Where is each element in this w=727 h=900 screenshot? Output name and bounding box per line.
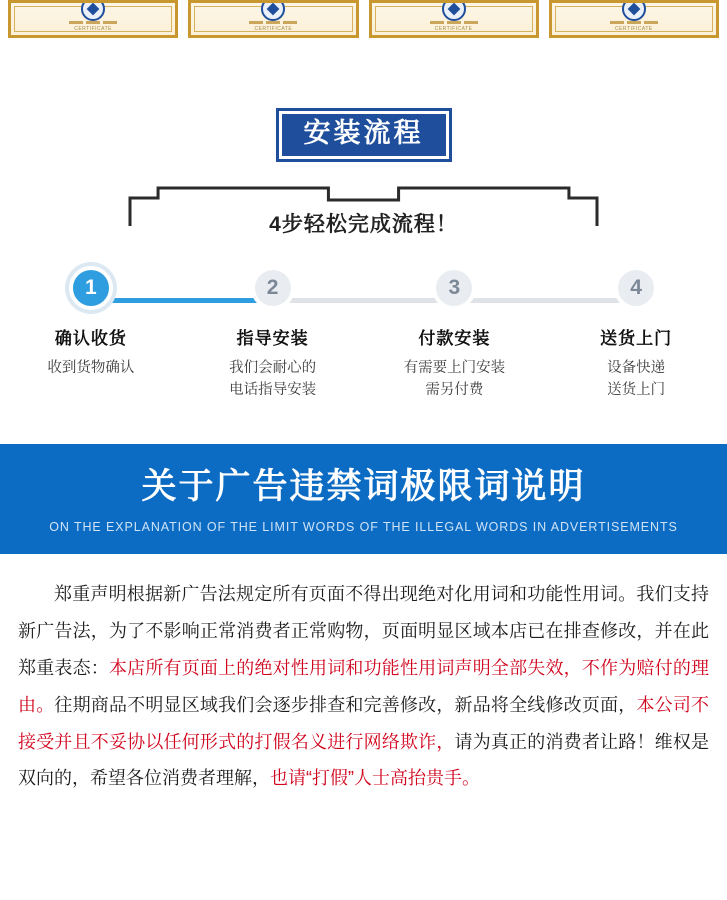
disclaimer-statement [0, 554, 727, 797]
certificate-caption: CERTIFICATE [254, 26, 293, 32]
step-description: 我们会耐心的 电话指导安装 [229, 360, 317, 399]
step-title: 指导安装 [236, 329, 309, 348]
certificate-text-lines [249, 21, 297, 24]
statement-part-3: 请为真正的消费者让路！维权是双向的，希望各位消费者理解， [18, 731, 710, 789]
seal-icon [622, 0, 646, 21]
certificate-caption: CERTIFICATE [614, 26, 653, 32]
certificate-card [188, 0, 358, 38]
install-steps [0, 266, 727, 426]
step-number-badge: 1 [69, 266, 113, 310]
seal-icon [442, 0, 466, 21]
statement-highlight-2: 本公司不接受并且不妥协以任何形式的打假名义进行网络欺诈， [18, 694, 710, 752]
step-number-badge: 4 [614, 266, 658, 310]
statement-part-1: 郑重声明根据新广告法规定所有页面不得出现绝对化用词和功能性用词。我们支持新广告法，为了不影响正常消费者正常购物，页面明显区域本店已在排查修改，并在此郑重表态： [18, 584, 709, 678]
bracket-decoration [0, 186, 727, 254]
step-description: 有需要上门安装 需另付费 [403, 360, 506, 399]
step-item-4 [545, 266, 727, 402]
step-title: 送货上门 [600, 329, 673, 348]
certificate-caption: CERTIFICATE [74, 26, 113, 32]
certificate-caption: CERTIFICATE [434, 26, 473, 32]
step-item-3 [364, 266, 546, 402]
step-title: 付款安装 [418, 329, 491, 348]
certificate-text-lines [69, 21, 117, 24]
seal-icon [261, 0, 285, 21]
step-number-badge: 3 [432, 266, 476, 310]
step-description: 收到货物确认 [47, 360, 135, 376]
statement-part-2: 往期商品不明显区域我们会逐步排查和完善修改，新品将全线修改页面， [54, 694, 637, 715]
statement-highlight-3: 也请“打假”人士高抬贵手。 [270, 768, 480, 789]
banner-subtitle: ON THE EXPLANATION OF THE LIMIT WORDS OF THE ILLEGAL WORDS IN ADVERTISEMENTS [49, 520, 678, 534]
certificate-strip [0, 0, 727, 40]
certificate-card [549, 0, 719, 38]
section-title-text: 安装流程 [282, 114, 446, 156]
section-subtitle: 4步轻松完成流程！ [269, 213, 458, 236]
step-item-2 [182, 266, 364, 402]
disclaimer-banner [0, 444, 727, 554]
statement-highlight-1: 本店所有页面上的绝对性用词和功能性用词声明全部失效，不作为赔付的理由。 [18, 657, 710, 715]
banner-title: 关于广告违禁词极限词说明 [141, 467, 586, 506]
step-title: 确认收货 [54, 329, 127, 348]
step-number-badge: 2 [251, 266, 295, 310]
certificate-text-lines [430, 21, 478, 24]
step-item-1 [0, 266, 182, 402]
section-title-plaque [0, 108, 727, 162]
certificate-text-lines [610, 21, 658, 24]
step-description: 设备快递 送货上门 [607, 360, 666, 399]
certificate-card [369, 0, 539, 38]
certificate-card [8, 0, 178, 38]
seal-icon [81, 0, 105, 21]
